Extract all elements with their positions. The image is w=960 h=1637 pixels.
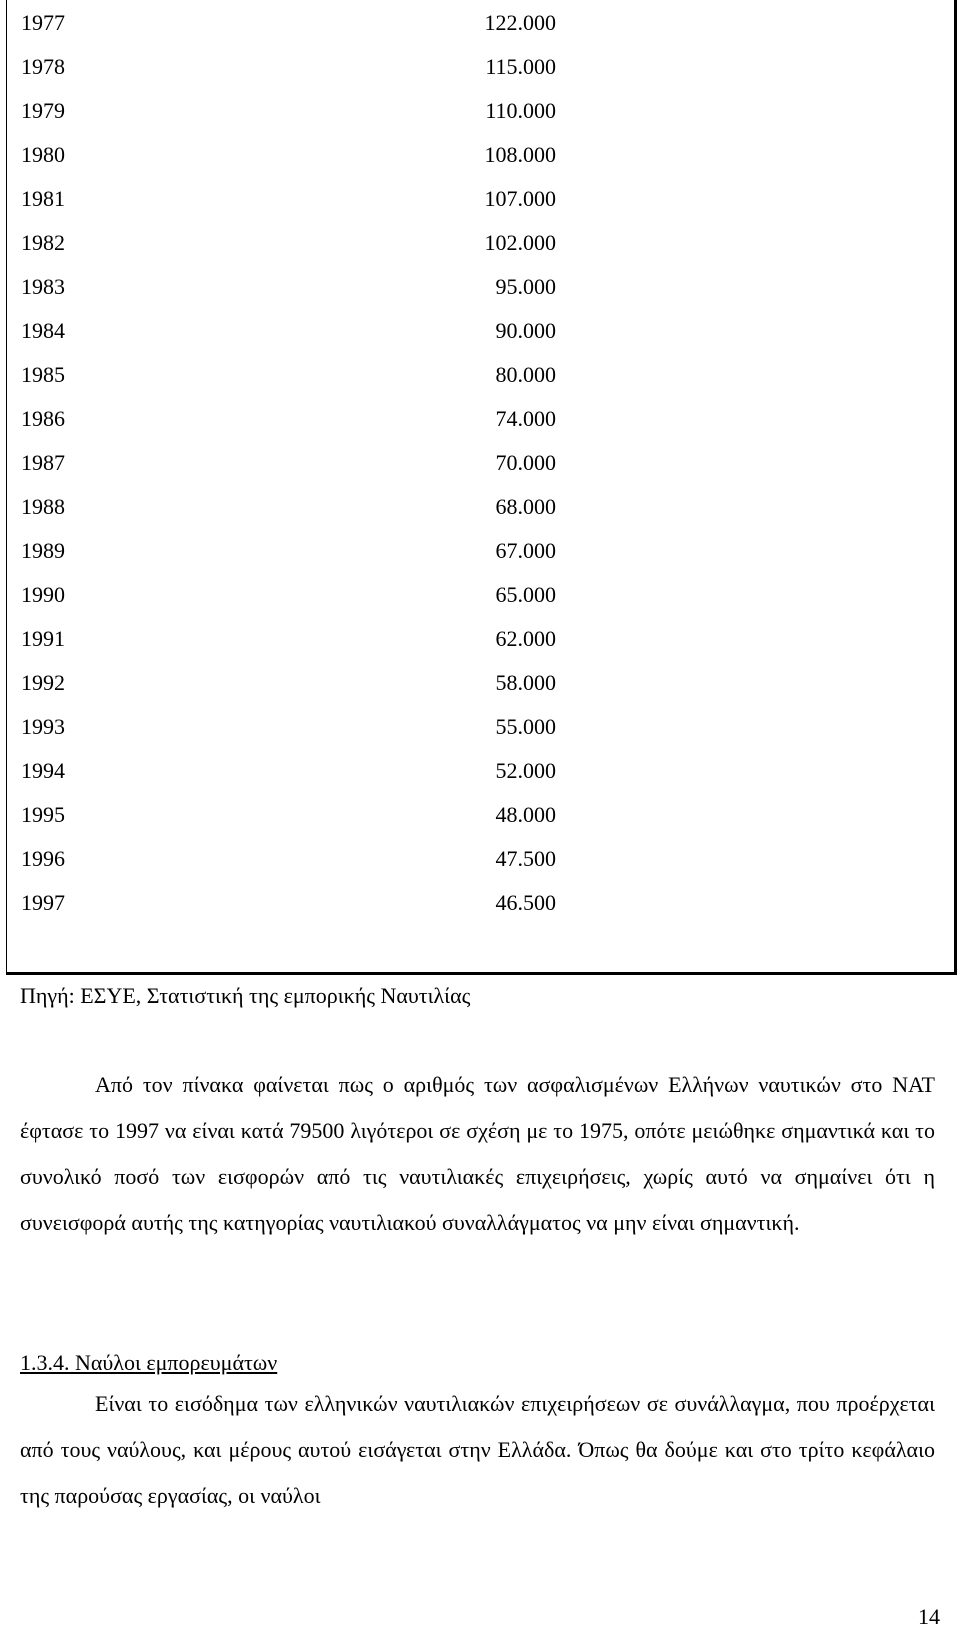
year-cell: 1986 [21, 406, 65, 431]
value-cell: 58.000 [495, 670, 556, 695]
value-cell: 122.000 [484, 10, 556, 35]
value-cell: 55.000 [495, 714, 556, 739]
value-cell: 90.000 [495, 318, 556, 343]
table-source-note: Πηγή: ΕΣΥΕ, Στατιστική της εμπορικής Ναυτιλίας [20, 983, 471, 1008]
table-row [7, 352, 954, 398]
table-row [7, 264, 954, 310]
value-cell: 46.500 [495, 890, 556, 915]
table-row [7, 176, 954, 222]
table-row [7, 616, 954, 662]
data-table [6, 0, 957, 975]
year-cell: 1981 [21, 186, 65, 211]
value-cell: 65.000 [495, 582, 556, 607]
value-cell: 52.000 [495, 758, 556, 783]
year-cell: 1985 [21, 362, 65, 387]
body-paragraph [20, 1381, 935, 1519]
year-cell: 1990 [21, 582, 65, 607]
year-cell: 1982 [21, 230, 65, 255]
value-cell: 95.000 [495, 274, 556, 299]
value-cell: 107.000 [484, 186, 556, 211]
value-cell: 62.000 [495, 626, 556, 651]
value-cell: 68.000 [495, 494, 556, 519]
year-cell: 1994 [21, 758, 65, 783]
body-paragraph-text: Από τον πίνακα φαίνεται πως ο αριθμός των ασφαλισμένων Ελλήνων ναυτικών στο ΝΑΤ έφτασε το 1997 να είναι κατά 79500 λιγότεροι σε σχέση με το 1975, οπότε μειώθηκε σημαντικά και το συνολικό ποσό των εισφορών από τις ναυτιλιακές επιχειρήσεις, χωρίς αυτό να σημαίνει ότι η συνεισφορά αυτής της κατηγορίας ναυτιλιακού συναλλάγματος να μην είναι σημαντική. [20, 1072, 935, 1235]
body-paragraph-text: Είναι το εισόδημα των ελληνικών ναυτιλιακών επιχειρήσεων σε συνάλλαγμα, που προέρχεται από τους ναύλους, και μέρους αυτού εισάγεται στην Ελλάδα. Όπως θα δούμε και στο τρίτο κεφάλαιο της παρούσας εργασίας, οι ναύλοι [20, 1391, 935, 1508]
table-row [7, 440, 954, 486]
table-row [7, 132, 954, 178]
value-cell: 102.000 [484, 230, 556, 255]
value-cell: 67.000 [495, 538, 556, 563]
year-cell: 1995 [21, 802, 65, 827]
table-row [7, 308, 954, 354]
table-row [7, 572, 954, 618]
year-cell: 1991 [21, 626, 65, 651]
value-cell: 47.500 [495, 846, 556, 871]
page-number: 14 [918, 1604, 940, 1629]
value-cell: 74.000 [495, 406, 556, 431]
body-paragraph [20, 1062, 935, 1246]
table-row [7, 660, 954, 706]
table-row [7, 44, 954, 90]
year-cell: 1989 [21, 538, 65, 563]
table-row [7, 748, 954, 794]
table-row [7, 792, 954, 838]
table-row [7, 836, 954, 882]
year-cell: 1988 [21, 494, 65, 519]
year-cell: 1992 [21, 670, 65, 695]
year-cell: 1978 [21, 54, 65, 79]
year-cell: 1980 [21, 142, 65, 167]
value-cell: 108.000 [484, 142, 556, 167]
year-cell: 1987 [21, 450, 65, 475]
table-row [7, 880, 954, 926]
year-cell: 1977 [21, 10, 65, 35]
table-row [7, 396, 954, 442]
year-cell: 1996 [21, 846, 65, 871]
year-cell: 1997 [21, 890, 65, 915]
value-cell: 80.000 [495, 362, 556, 387]
year-cell: 1983 [21, 274, 65, 299]
value-cell: 110.000 [485, 98, 556, 123]
year-cell: 1984 [21, 318, 65, 343]
year-cell: 1993 [21, 714, 65, 739]
table-row [7, 528, 954, 574]
value-cell: 70.000 [495, 450, 556, 475]
section-heading: 1.3.4. Ναύλοι εμπορευμάτων [20, 1350, 278, 1375]
table-row [7, 88, 954, 134]
table-row [7, 220, 954, 266]
value-cell: 48.000 [495, 802, 556, 827]
table-row [7, 484, 954, 530]
year-cell: 1979 [21, 98, 65, 123]
table-row [7, 0, 954, 46]
table-row [7, 704, 954, 750]
value-cell: 115.000 [485, 54, 556, 79]
